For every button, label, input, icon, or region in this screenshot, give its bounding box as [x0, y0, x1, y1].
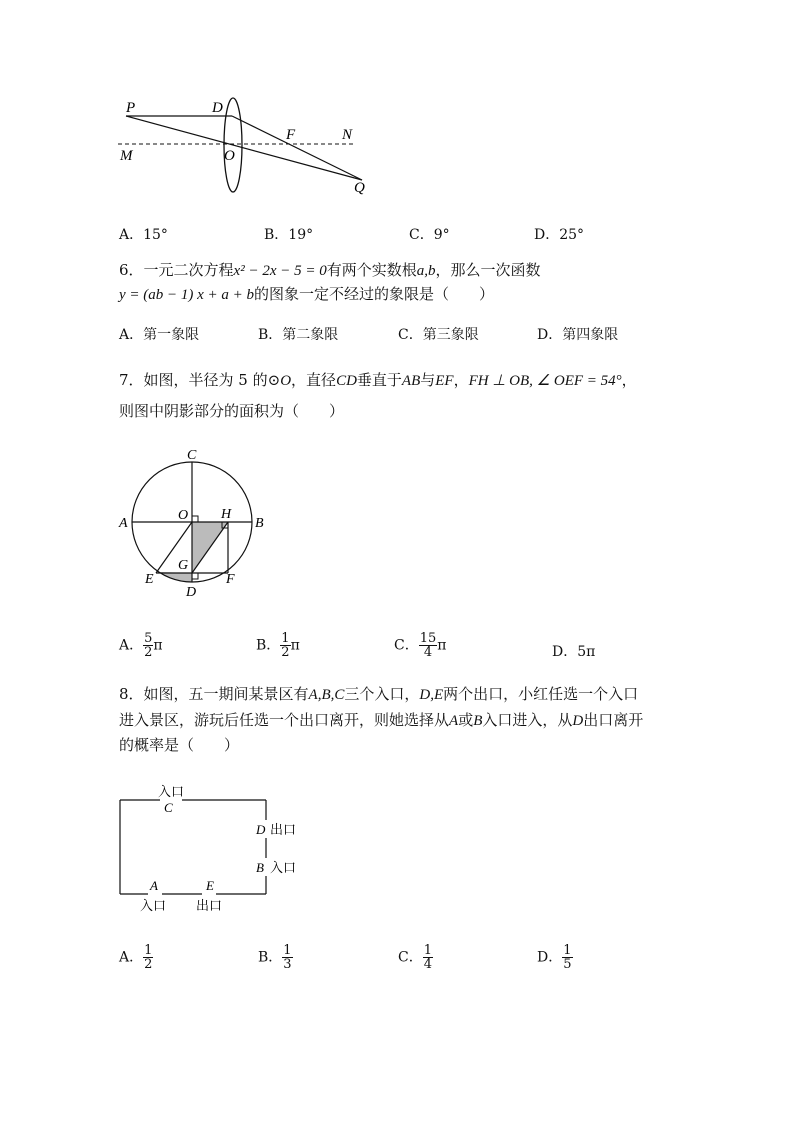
label-F: F — [286, 127, 296, 143]
q8-line-3: 的概率是（ ） — [119, 736, 240, 754]
label-F: F — [226, 572, 235, 587]
label-H: H — [221, 507, 232, 522]
q7-line-2: 则图中阴影部分的面积为（ ） — [119, 402, 345, 420]
label-B: B — [255, 516, 264, 531]
label-C: C — [164, 800, 173, 815]
circle-figure — [115, 445, 270, 605]
right-angle-G — [192, 573, 198, 579]
q5-option-c: C．9° — [409, 227, 450, 243]
q7-line-1: 7．如图，半径为 5 的⊙O，直径CD垂直于AB与EF，FH ⊥ OB, ∠ OEF = 54°， — [119, 371, 637, 389]
label-C: C — [187, 448, 197, 463]
q5-option-d: D．25° — [534, 227, 585, 243]
entrance-A-label: 入口 — [140, 898, 167, 913]
label-N: N — [342, 127, 353, 143]
q5-option-b: B．19° — [264, 227, 314, 243]
label-D: D — [256, 822, 266, 837]
label-B: B — [256, 860, 264, 875]
q6-line-1: 6．一元二次方程x² − 2x − 5 = 0有两个实数根a,b，那么一次函数 — [119, 261, 541, 279]
label-A: A — [150, 878, 158, 893]
q8-line-2: 进入景区，游玩后任选一个出口离开，则她选择从A或B入口进入，从D出口离开 — [119, 711, 644, 729]
entrance-B-label: 入口 — [270, 860, 297, 875]
circle-symbol: ⊙ — [267, 371, 281, 389]
label-A: A — [119, 516, 128, 531]
q7-option-b: B． $\frac{1}{2}$ π — [256, 631, 300, 660]
scenic-area-figure — [112, 780, 312, 915]
label-O: O — [178, 508, 189, 523]
q6-line-2: y = (ab − 1) x + a + b的图象一定不经过的象限是（ ） — [119, 285, 495, 303]
label-D: D — [212, 100, 223, 116]
q8-option-c: C． $\frac{1}{4}$ — [398, 943, 432, 972]
line-PQ — [126, 116, 362, 180]
entrance-C-label: 入口 — [158, 784, 185, 799]
q8-option-b: B． $\frac{1}{3}$ — [258, 943, 292, 972]
line-DQ — [232, 116, 362, 180]
q8-option-a: A． $\frac{1}{2}$ — [119, 943, 153, 972]
right-angle-O — [192, 516, 198, 522]
q7-option-a: A． $\frac{5}{2}$ π — [119, 631, 163, 660]
q6-option-a: A．第一象限 — [119, 327, 200, 343]
label-E: E — [145, 572, 154, 587]
label-P: P — [126, 100, 136, 116]
label-E: E — [206, 878, 214, 893]
q8-option-d: D． $\frac{1}{5}$ — [537, 943, 572, 972]
q8-line-1: 8．如图，五一期间某景区有A,B,C三个入口，D,E两个出口，小红任选一个入口 — [119, 685, 639, 703]
q7-option-d: D．5π — [552, 644, 596, 660]
exit-D-label: 出口 — [270, 822, 297, 837]
label-M: M — [120, 148, 133, 164]
q5-option-a: A．15° — [119, 227, 168, 243]
label-O: O — [224, 148, 235, 164]
exit-E-label: 出口 — [196, 898, 223, 913]
q6-option-b: B．第二象限 — [258, 327, 339, 343]
label-D: D — [186, 585, 197, 600]
label-G: G — [178, 558, 189, 573]
q6-option-d: D．第四象限 — [537, 327, 619, 343]
q7-option-c: C． $\frac{15}{4}$ π — [394, 631, 447, 660]
q6-option-c: C．第三象限 — [398, 327, 479, 343]
lens-figure — [110, 88, 380, 203]
label-Q: Q — [354, 180, 365, 196]
